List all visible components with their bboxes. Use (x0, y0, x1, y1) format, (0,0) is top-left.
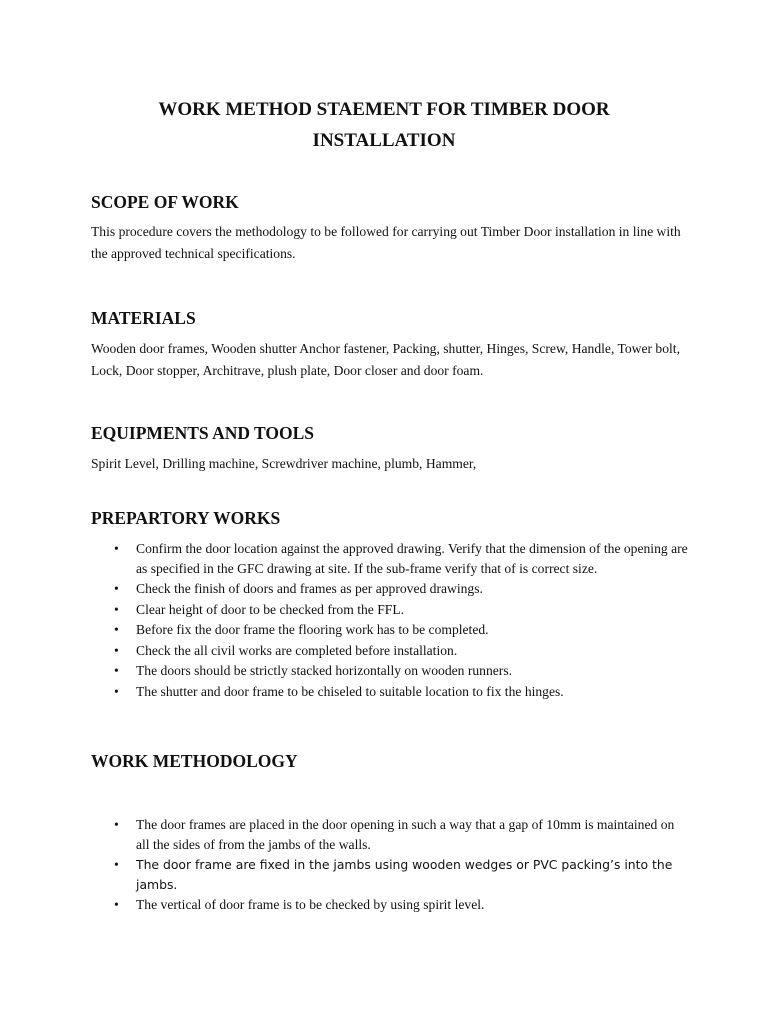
list-item (91, 815, 691, 854)
methodology-heading: WORK METHODOLOGY (91, 751, 298, 771)
materials-heading: MATERIALS (91, 308, 196, 328)
bullet-icon: • (114, 663, 119, 678)
list-item (91, 579, 691, 599)
bullet-icon: • (114, 683, 119, 699)
methodology-list (91, 815, 691, 916)
list-item (91, 661, 691, 681)
equipment-text: Spirit Level, Drilling machine, Screwdriver machine, plumb, Hammer, (91, 456, 477, 471)
list-item-text: The doors should be strictly stacked horizontally on wooden runners. (136, 663, 513, 678)
list-item (91, 855, 691, 894)
list-item-text: The shutter and door frame to be chiseled to suitable location to fix the hinges. (136, 683, 564, 699)
bullet-icon: • (114, 642, 119, 658)
list-item (91, 682, 691, 702)
list-item-text: The door frame are fixed in the jambs using wooden wedges or PVC packing’s into the jambs. (136, 857, 673, 892)
bullet-icon: • (114, 581, 119, 596)
preparatory-list (91, 539, 691, 702)
list-item-text: Confirm the door location against the approved drawing. Verify that the dimension of the opening are as specified in the GFC drawing at site. If the sub-frame verify that of is correct size. (136, 541, 688, 576)
bullet-icon: • (114, 622, 119, 637)
document-title: WORK METHOD STAEMENT FOR TIMBER DOOR INSTALLATION (158, 99, 610, 151)
list-item (91, 539, 691, 578)
list-item-text: Check the finish of doors and frames as per approved drawings. (136, 581, 483, 596)
list-item-text: Before fix the door frame the flooring work has to be completed. (136, 622, 489, 637)
bullet-icon: • (114, 897, 119, 912)
list-item (91, 641, 691, 661)
list-item-text: The door frames are placed in the door opening in such a way that a gap of 10mm is maintained on all the sides of from the jambs of the walls. (136, 817, 675, 852)
list-item (91, 600, 691, 620)
bullet-icon: • (114, 857, 119, 872)
list-item-text: Clear height of door to be checked from the FFL. (136, 601, 405, 617)
list-item (91, 620, 691, 640)
list-item-text: Check the all civil works are completed before installation. (136, 642, 458, 658)
bullet-icon: • (114, 817, 119, 832)
scope-text: This procedure covers the methodology to be followed for carrying out Timber Door installation in line with the approved technical specifications. (91, 224, 681, 261)
scope-heading: SCOPE OF WORK (91, 192, 239, 212)
preparatory-heading: PREPARTORY WORKS (91, 508, 281, 528)
materials-text: Wooden door frames, Wooden shutter Anchor fastener, Packing, shutter, Hinges, Screw, Handle, Tower bolt, Lock, Door stopper, Architrave, plush plate, Door closer and door foam. (91, 341, 680, 378)
equipment-heading: EQUIPMENTS AND TOOLS (91, 423, 315, 443)
list-item (91, 895, 691, 915)
bullet-icon: • (114, 601, 119, 617)
list-item-text: The vertical of door frame is to be checked by using spirit level. (136, 897, 485, 912)
bullet-icon: • (114, 541, 119, 556)
